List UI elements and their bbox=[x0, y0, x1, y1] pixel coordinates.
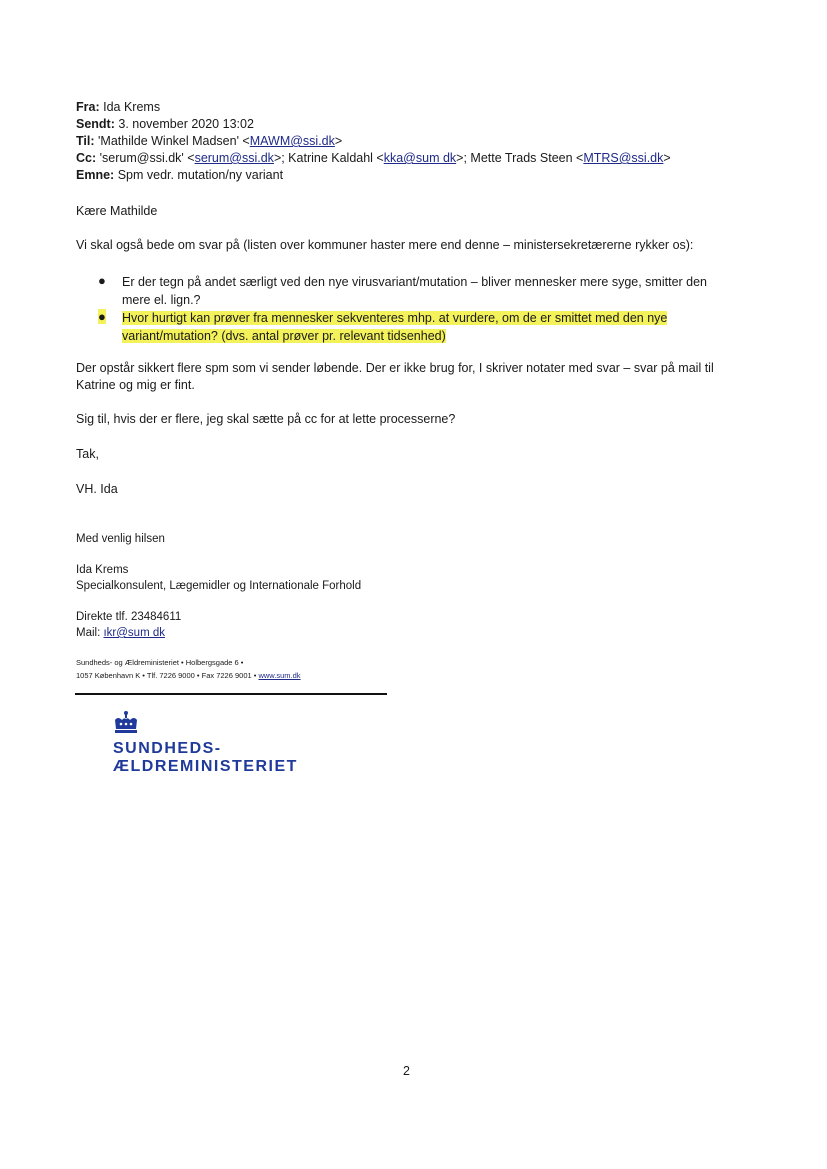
bullet-1-text bbox=[122, 273, 707, 309]
sent-value: 3. november 2020 13:02 bbox=[118, 117, 254, 131]
page-number: 2 bbox=[403, 1064, 410, 1078]
cc-3-name: >; Mette Trads Steen < bbox=[456, 151, 584, 165]
bullet-2-line-2-highlighted: variant/mutation? (dvs. antal prøver pr. relevant tidsenhed) bbox=[122, 329, 446, 343]
signature-title: Specialkonsulent, Lægemidler og Internationale Forhold bbox=[76, 580, 362, 592]
crown-logo-icon bbox=[110, 710, 142, 738]
email-cc-line bbox=[76, 151, 671, 165]
mail-label: Mail: bbox=[76, 627, 101, 639]
email-to-line bbox=[76, 134, 342, 148]
bullet-dot-icon: ● bbox=[98, 273, 106, 288]
paragraph-2: Sig til, hvis der er flere, jeg skal sætte på cc for at lette processerne? bbox=[76, 412, 456, 426]
signature-phone: Direkte tlf. 23484611 bbox=[76, 611, 182, 623]
cc-1-name: 'serum@ssi.dk' < bbox=[99, 151, 195, 165]
signature-mail-line bbox=[76, 627, 165, 639]
signature-closing: Med venlig hilsen bbox=[76, 533, 165, 545]
thanks-line: Tak, bbox=[76, 447, 99, 461]
subject-value: Spm vedr. mutation/ny variant bbox=[117, 168, 284, 182]
email-subject-line bbox=[76, 168, 283, 182]
signature-divider bbox=[75, 693, 387, 695]
to-label: Til: bbox=[76, 134, 95, 148]
intro-paragraph: Vi skal også bede om svar på (listen over kommuner haster mere end denne – ministersekretærerne rykker os): bbox=[76, 238, 694, 252]
footer-contact-text: 1057 København K • Tlf. 7226 9000 • Fax 7226 9001 • bbox=[76, 671, 257, 680]
cc-2-name: >; Katrine Kaldahl < bbox=[273, 151, 384, 165]
to-name: 'Mathilde Winkel Madsen' < bbox=[98, 134, 250, 148]
signature-mail-link[interactable]: ıkr@sum dk bbox=[103, 627, 165, 639]
greeting: Kære Mathilde bbox=[76, 204, 158, 218]
footer-address-line-2 bbox=[76, 671, 301, 680]
paragraph-1-line-2: Katrine og mig er fint. bbox=[76, 378, 195, 392]
bullet-1-line-1: Er der tegn på andet særligt ved den nye virusvariant/mutation – bliver mennesker mere syge, smitter den bbox=[122, 275, 708, 289]
from-value: Ida Krems bbox=[103, 100, 161, 114]
signature-name: Ida Krems bbox=[76, 564, 129, 576]
footer-website-link[interactable]: www.sum.dk bbox=[258, 671, 301, 680]
cc-end: > bbox=[663, 151, 671, 165]
email-from-line bbox=[76, 100, 160, 114]
sent-label: Sendt: bbox=[76, 117, 115, 131]
cc-1-email-link[interactable]: serum@ssi.dk bbox=[194, 151, 274, 165]
cc-3-email-link[interactable]: MTRS@ssi.dk bbox=[583, 151, 664, 165]
bullet-1-line-2: mere el. lign.? bbox=[122, 293, 201, 307]
email-sent-line bbox=[76, 117, 254, 131]
footer-address-line-1: Sundheds- og Ældreministeriet • Holbergsgade 6 • bbox=[76, 658, 244, 667]
bullet-2-text bbox=[122, 309, 667, 345]
bullet-dot-icon: ● bbox=[98, 309, 106, 324]
cc-2-email-link[interactable]: kka@sum dk bbox=[383, 151, 457, 165]
to-end: > bbox=[334, 134, 343, 148]
bullet-2-line-1-highlighted: Hvor hurtigt kan prøver fra mennesker sekventeres mhp. at vurdere, om de er smittet med den nye bbox=[122, 311, 668, 325]
logo-line-2: ÆLDREMINISTERIET bbox=[113, 758, 298, 775]
from-label: Fra: bbox=[76, 100, 100, 114]
cc-label: Cc: bbox=[76, 151, 97, 165]
logo-line-1: SUNDHEDS- bbox=[113, 740, 222, 757]
signoff-line: VH. Ida bbox=[76, 482, 118, 496]
paragraph-1-line-1: Der opstår sikkert flere spm som vi sender løbende. Der er ikke brug for, I skriver notater med svar – svar på mail til bbox=[76, 361, 714, 375]
to-email-link[interactable]: MAWM@ssi.dk bbox=[249, 134, 335, 148]
subject-label: Emne: bbox=[76, 168, 115, 182]
